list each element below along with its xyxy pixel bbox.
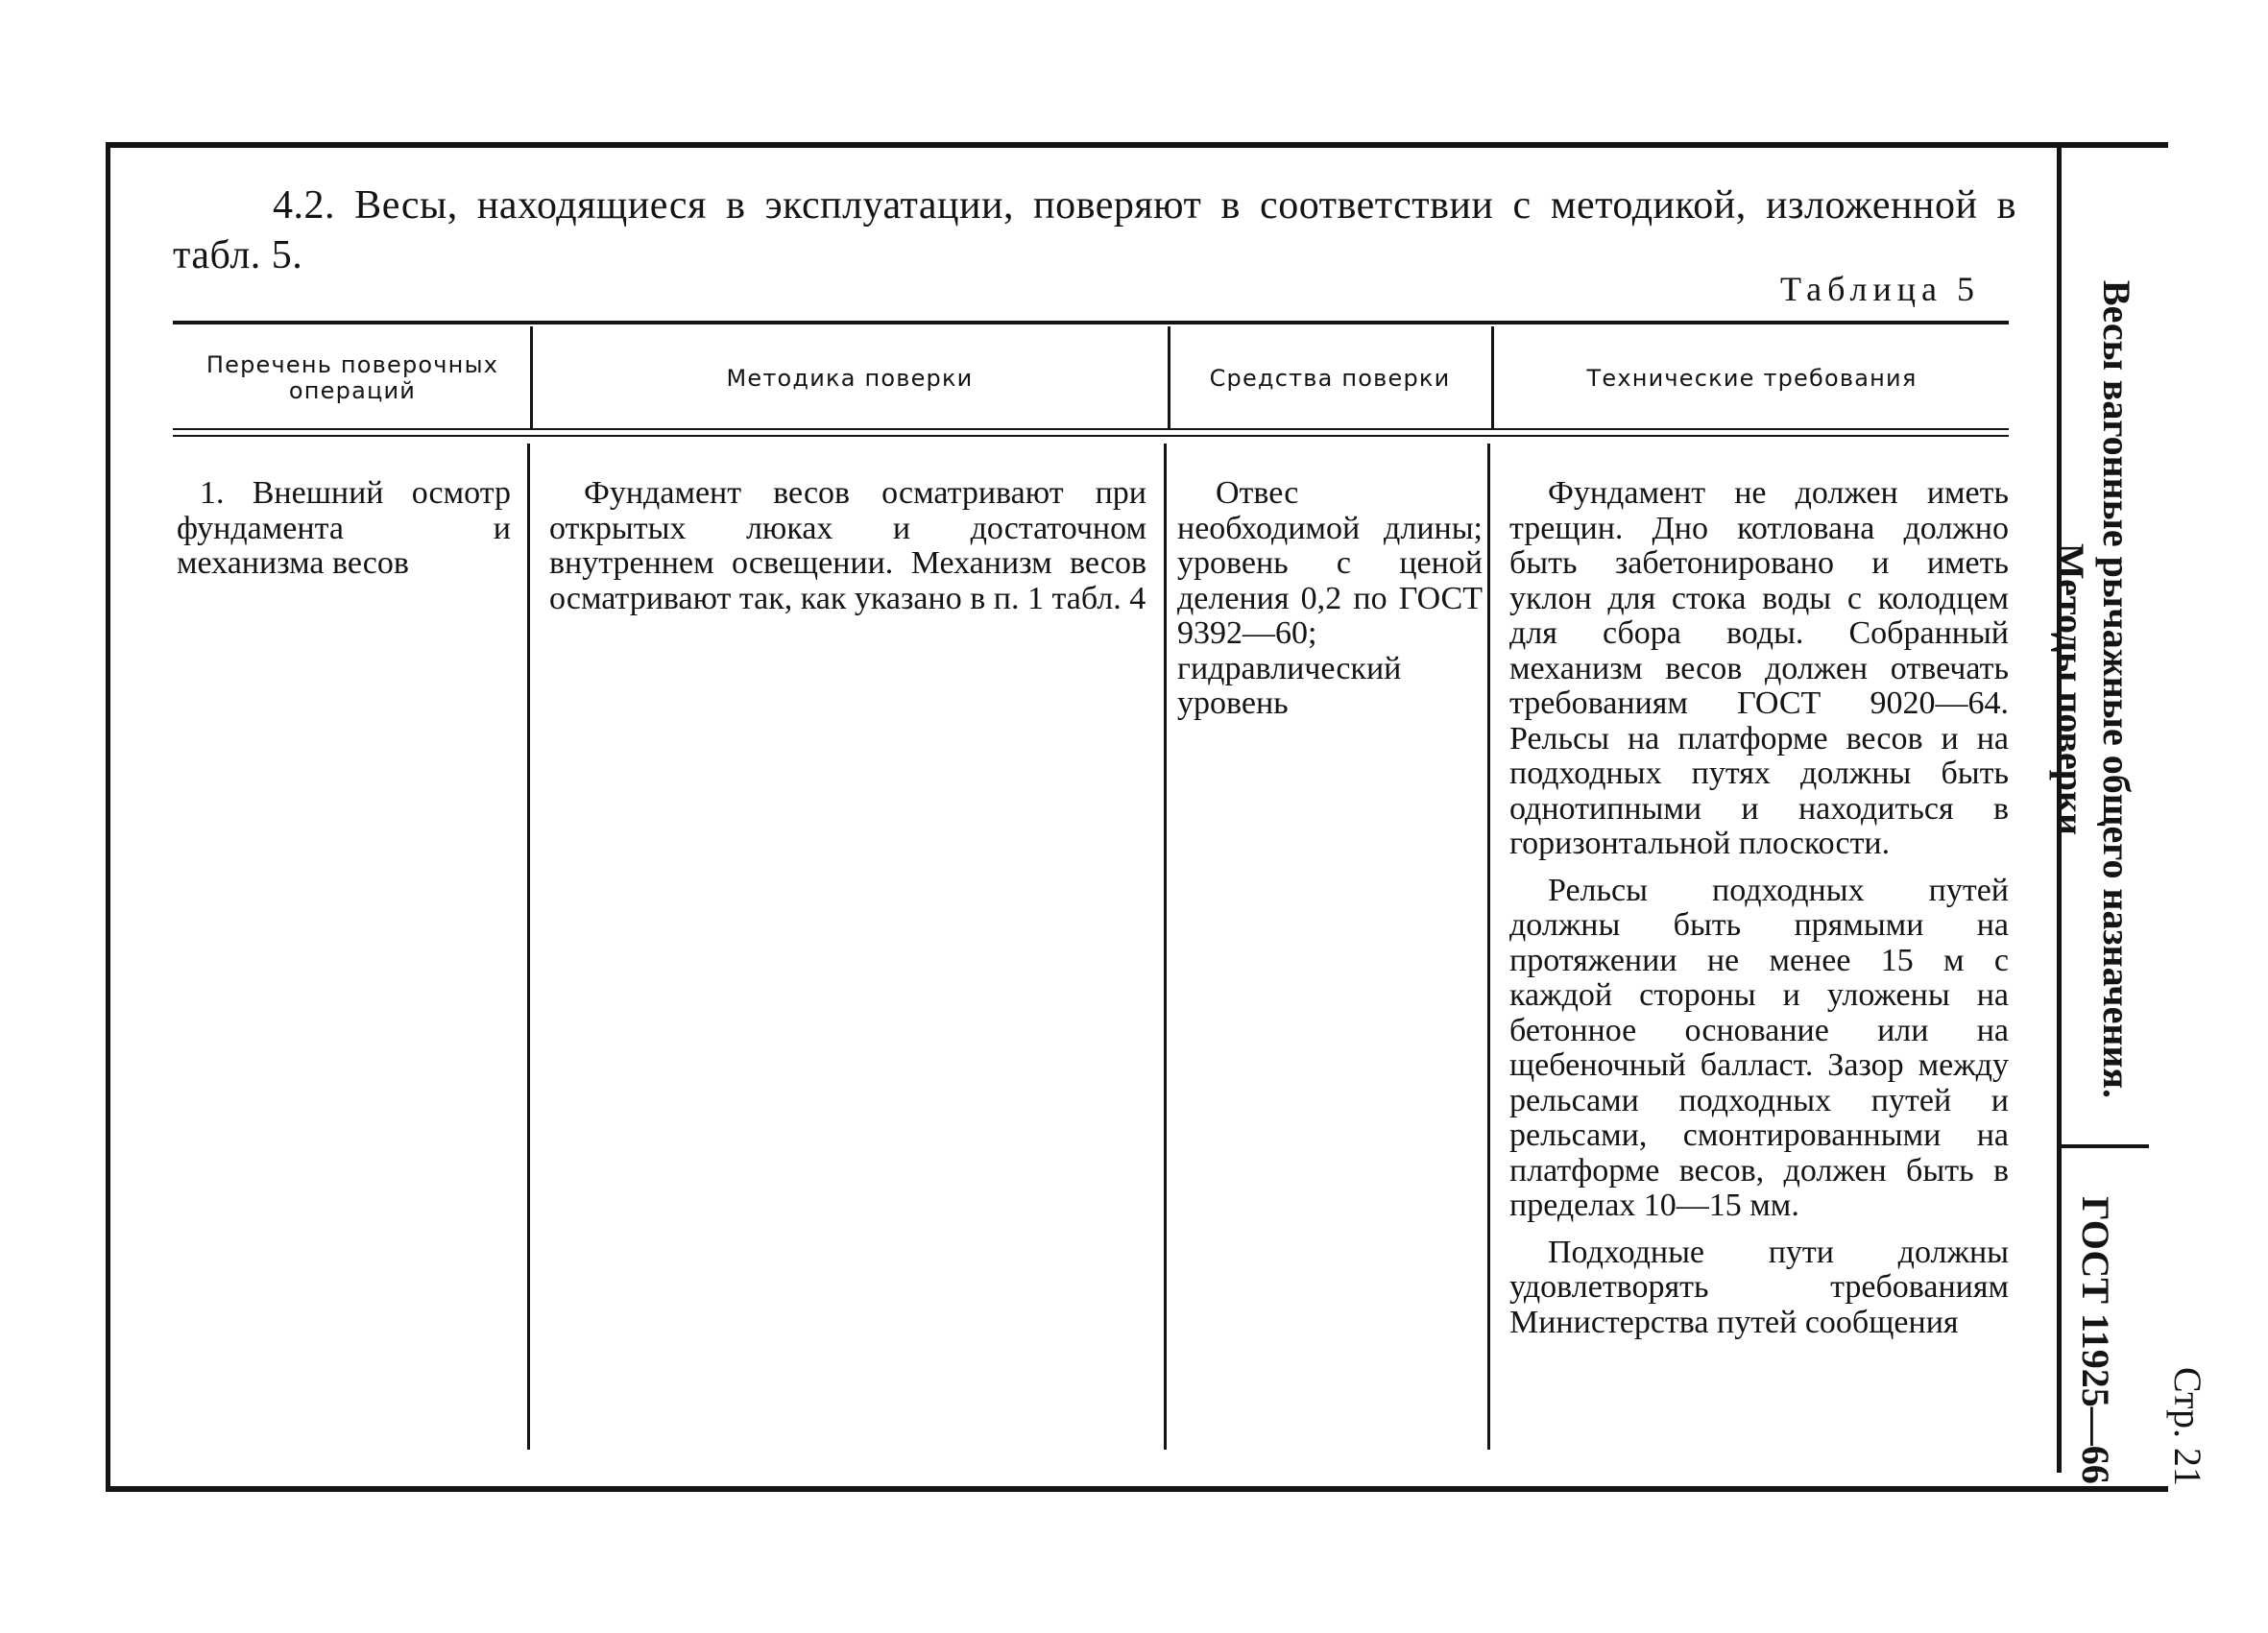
requirements-paragraph-1: Фундамент не должен иметь трещин. Дно котлована должно быть забетонировано и иметь уклон для стока воды с колодцем для сбора воды. Собранный механизм весов должен отвечать требованиям ГОСТ 9020—64. Рельсы на платформе весов и на подходных путях должны быть однотипными и находиться в горизонтальной плоскости. <box>1509 475 2009 861</box>
frame-top-rule <box>108 142 2168 148</box>
header-divider-1 <box>530 326 533 428</box>
requirements-paragraph-3: Подходные пути должны удовлетворять требованиям Министерства путей сообщения <box>1509 1234 2009 1340</box>
header-requirements-text: Технические требования <box>1586 364 1918 392</box>
column-divider-3 <box>1487 444 1490 1450</box>
header-means-text: Средства поверки <box>1209 364 1451 392</box>
sidebar-split-rule <box>2057 1144 2149 1148</box>
cell-means <box>1177 476 1483 733</box>
header-method <box>534 326 1166 430</box>
cell-method <box>549 476 1146 628</box>
header-requirements <box>1495 326 2009 430</box>
requirements-paragraph-2: Рельсы подходных путей должны быть прямыми на протяжении не менее 15 м с каждой стороны и уложены на бетонное основание или на щебеночный балласт. Зазор между рельсами подходных путей и рельсами, смонтированными на платформе весов, должен быть в пределах 10—15 мм. <box>1509 872 2009 1223</box>
cell-requirements <box>1509 476 2009 1352</box>
means-text: Отвес необходимой длины; уровень с ценой деления 0,2 по ГОСТ 9392—60; гидравлический уровень <box>1177 475 1483 721</box>
table-caption: Таблица 5 <box>1780 270 1980 308</box>
method-text: Фундамент весов осматривают при открытых люках и достаточном внутреннем освещении. Механизм весов осматривают так, как указано в п. 1 табл. 4 <box>549 475 1146 616</box>
sidebar-title-line-1: Весы вагонные рычажные общего назначения. <box>2095 279 2138 1099</box>
header-operations <box>177 326 528 430</box>
frame-bottom-rule <box>108 1486 2168 1492</box>
table-top-rule <box>173 321 2009 324</box>
header-divider-3 <box>1491 326 1494 428</box>
column-divider-2 <box>1164 444 1167 1450</box>
column-divider-1 <box>527 444 530 1450</box>
frame-left-rule <box>106 142 110 1492</box>
sidebar-title-line-2: Методы поверки <box>2049 542 2092 836</box>
intro-paragraph: 4.2. Весы, находящиеся в эксплуатации, поверяют в соответствии с методикой, изложенной в табл. 5. <box>173 183 2016 277</box>
cell-operation <box>177 476 511 593</box>
sidebar-standard: ГОСТ 11925—66 <box>2074 1196 2117 1484</box>
sidebar-title <box>2047 257 2139 1121</box>
header-method-text: Методика поверки <box>726 364 974 392</box>
header-means <box>1171 326 1488 430</box>
header-rule-2 <box>173 435 2009 437</box>
operation-text: 1. Внешний осмотр фундамента и механизма весов <box>177 475 511 581</box>
header-divider-2 <box>1168 326 1170 428</box>
sidebar-page-number: Стр. 21 <box>2166 1366 2209 1487</box>
header-operations-text: Перечень поверочных операций <box>205 351 499 404</box>
